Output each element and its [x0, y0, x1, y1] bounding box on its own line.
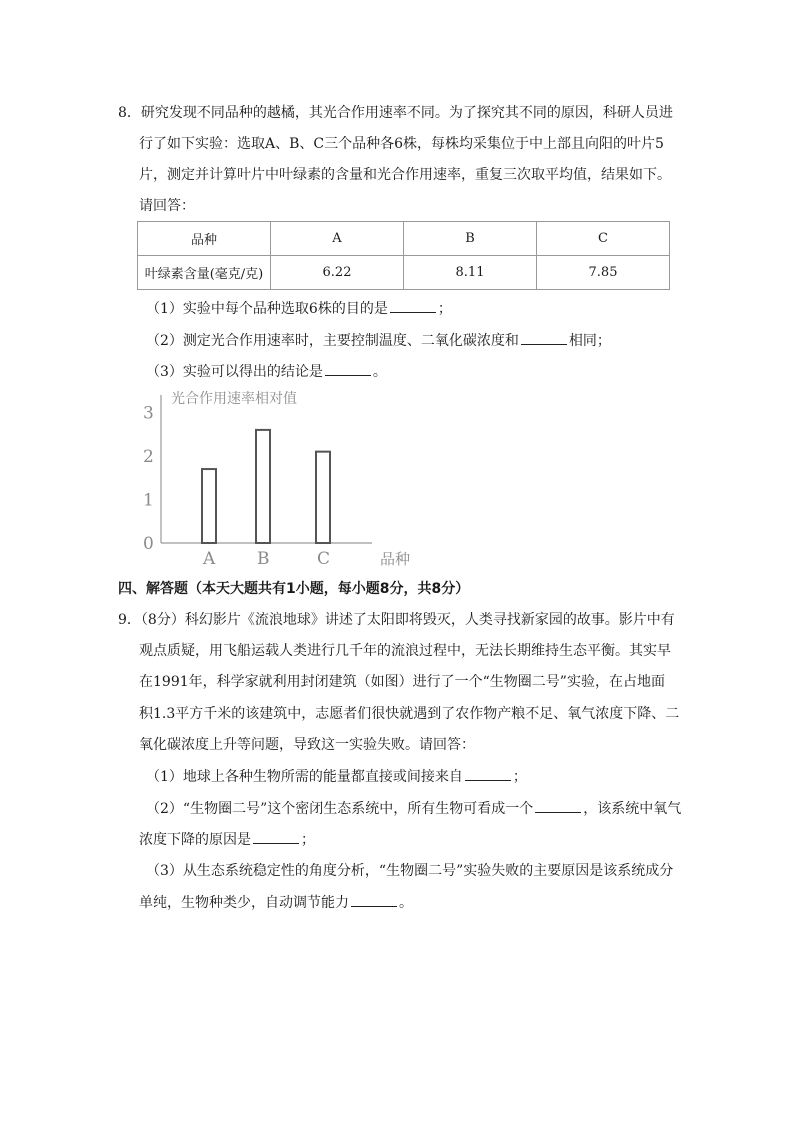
bar-C: [316, 452, 330, 543]
y-tick-label: 2: [143, 447, 154, 467]
table-cell: 6.22: [271, 256, 404, 290]
q8-line-1: 8．研究发现不同品种的越橘，其光合作用速率不同。为了探究其不同的原因，科研人员进: [118, 105, 673, 121]
q9-line-2: 观点质疑，用飞船运载人类进行几千年的流浪过程中，无法长期维持生态平衡。其实早: [139, 643, 671, 659]
answer-blank[interactable]: [351, 892, 397, 907]
q8-sub-2: [146, 330, 611, 351]
q8-line-3: 片，测定并计算叶片中叶绿素的含量和光合作用速率，重复三次取平均值，结果如下。: [139, 167, 671, 183]
q9-line-4: 积1.3平方千米的该建筑中，志愿者们很快就遇到了农作物产粮不足、氧气浓度下降、二: [139, 706, 680, 722]
q9-sub-1: [146, 766, 527, 787]
q8-line-2: 行了如下实验：选取A、B、C三个品种各6株，每株均采集位于中上部且向阳的叶片5: [139, 136, 664, 152]
q9-sub-3a: （3）从生态系统稳定性的角度分析，“生物圈二号”实验失败的主要原因是该系统成分: [146, 863, 674, 879]
table-row: [138, 256, 670, 290]
q9-sub-3b: [139, 892, 413, 913]
bar-B: [256, 430, 270, 543]
table-header-row: [138, 222, 670, 256]
y-axis-label: 光合作用速率相对值: [171, 391, 297, 407]
q9-sub-1-end: ；: [512, 769, 527, 785]
table-header-cell: C: [537, 222, 670, 256]
x-axis-label: 品种: [380, 550, 411, 568]
answer-blank[interactable]: [521, 330, 567, 345]
q9-sub-2b: [139, 829, 315, 850]
table-cell: 8.11: [404, 256, 537, 290]
q9-line-3: 在1991年，科学家就利用封闭建筑（如图）进行了一个“生物圈二号”实验，在占地面: [139, 674, 665, 690]
q9-sub-2a-end: ，该系统中氧气: [583, 801, 682, 817]
chlorophyll-table: [137, 221, 670, 290]
answer-blank[interactable]: [535, 798, 581, 813]
q9-sub-2b-text: 浓度下降的原因是: [139, 832, 251, 848]
answer-blank[interactable]: [390, 298, 436, 313]
q9-sub-3b-end: 。: [399, 895, 413, 911]
photosynthesis-bar-chart: [137, 385, 427, 570]
answer-blank[interactable]: [465, 766, 511, 781]
q8-line-4: 请回答：: [139, 198, 195, 214]
table-header-cell: 品种: [138, 222, 271, 256]
table-header-cell: B: [404, 222, 537, 256]
table-header-cell: A: [271, 222, 404, 256]
x-category-label: B: [257, 549, 270, 569]
answer-blank[interactable]: [325, 361, 371, 376]
q9-line-5: 氧化碳浓度上升等问题，导致这一实验失败。请回答：: [139, 737, 475, 753]
q9-sub-1-text: （1）地球上各种生物所需的能量都直接或间接来自: [146, 769, 463, 785]
q8-sub-1: [146, 298, 452, 319]
q9-sub-2b-end: ；: [301, 832, 315, 848]
section-4-title: 四、解答题（本天大题共有1小题，每小题8分，共8分）: [118, 581, 470, 597]
q9-sub-3b-text: 单纯，生物种类少，自动调节能力: [139, 895, 349, 911]
x-category-label: C: [317, 549, 331, 569]
x-category-label: A: [203, 549, 216, 569]
q8-sub-1-end: ；: [437, 301, 452, 317]
y-tick-label: 1: [143, 490, 154, 511]
q9-sub-2a-text: （2）“生物圈二号”这个密闭生态系统中，所有生物可看成一个: [146, 801, 534, 817]
bar-A: [202, 469, 216, 543]
y-tick-label: 3: [143, 403, 154, 424]
table-cell: 7.85: [537, 256, 670, 290]
q9-sub-2a: [146, 798, 681, 819]
q9-line-1: 9．（8分）科幻影片《流浪地球》讲述了太阳即将毁灭，人类寻找新家园的故事。影片中有: [118, 612, 675, 628]
y-tick-label: 0: [143, 534, 154, 554]
table-cell: 叶绿素含量(毫克/克): [138, 256, 271, 290]
q8-sub-3-end: 。: [372, 364, 387, 380]
q8-sub-2-text: （2）测定光合作用速率时，主要控制温度、二氧化碳浓度和: [146, 333, 519, 349]
q8-sub-3: [146, 361, 387, 382]
answer-blank[interactable]: [253, 829, 299, 844]
q8-sub-3-text: （3）实验可以得出的结论是: [146, 364, 323, 380]
q8-sub-1-text: （1）实验中每个品种选取6株的目的是: [146, 301, 388, 317]
q8-sub-2-end: 相同；: [568, 333, 611, 349]
